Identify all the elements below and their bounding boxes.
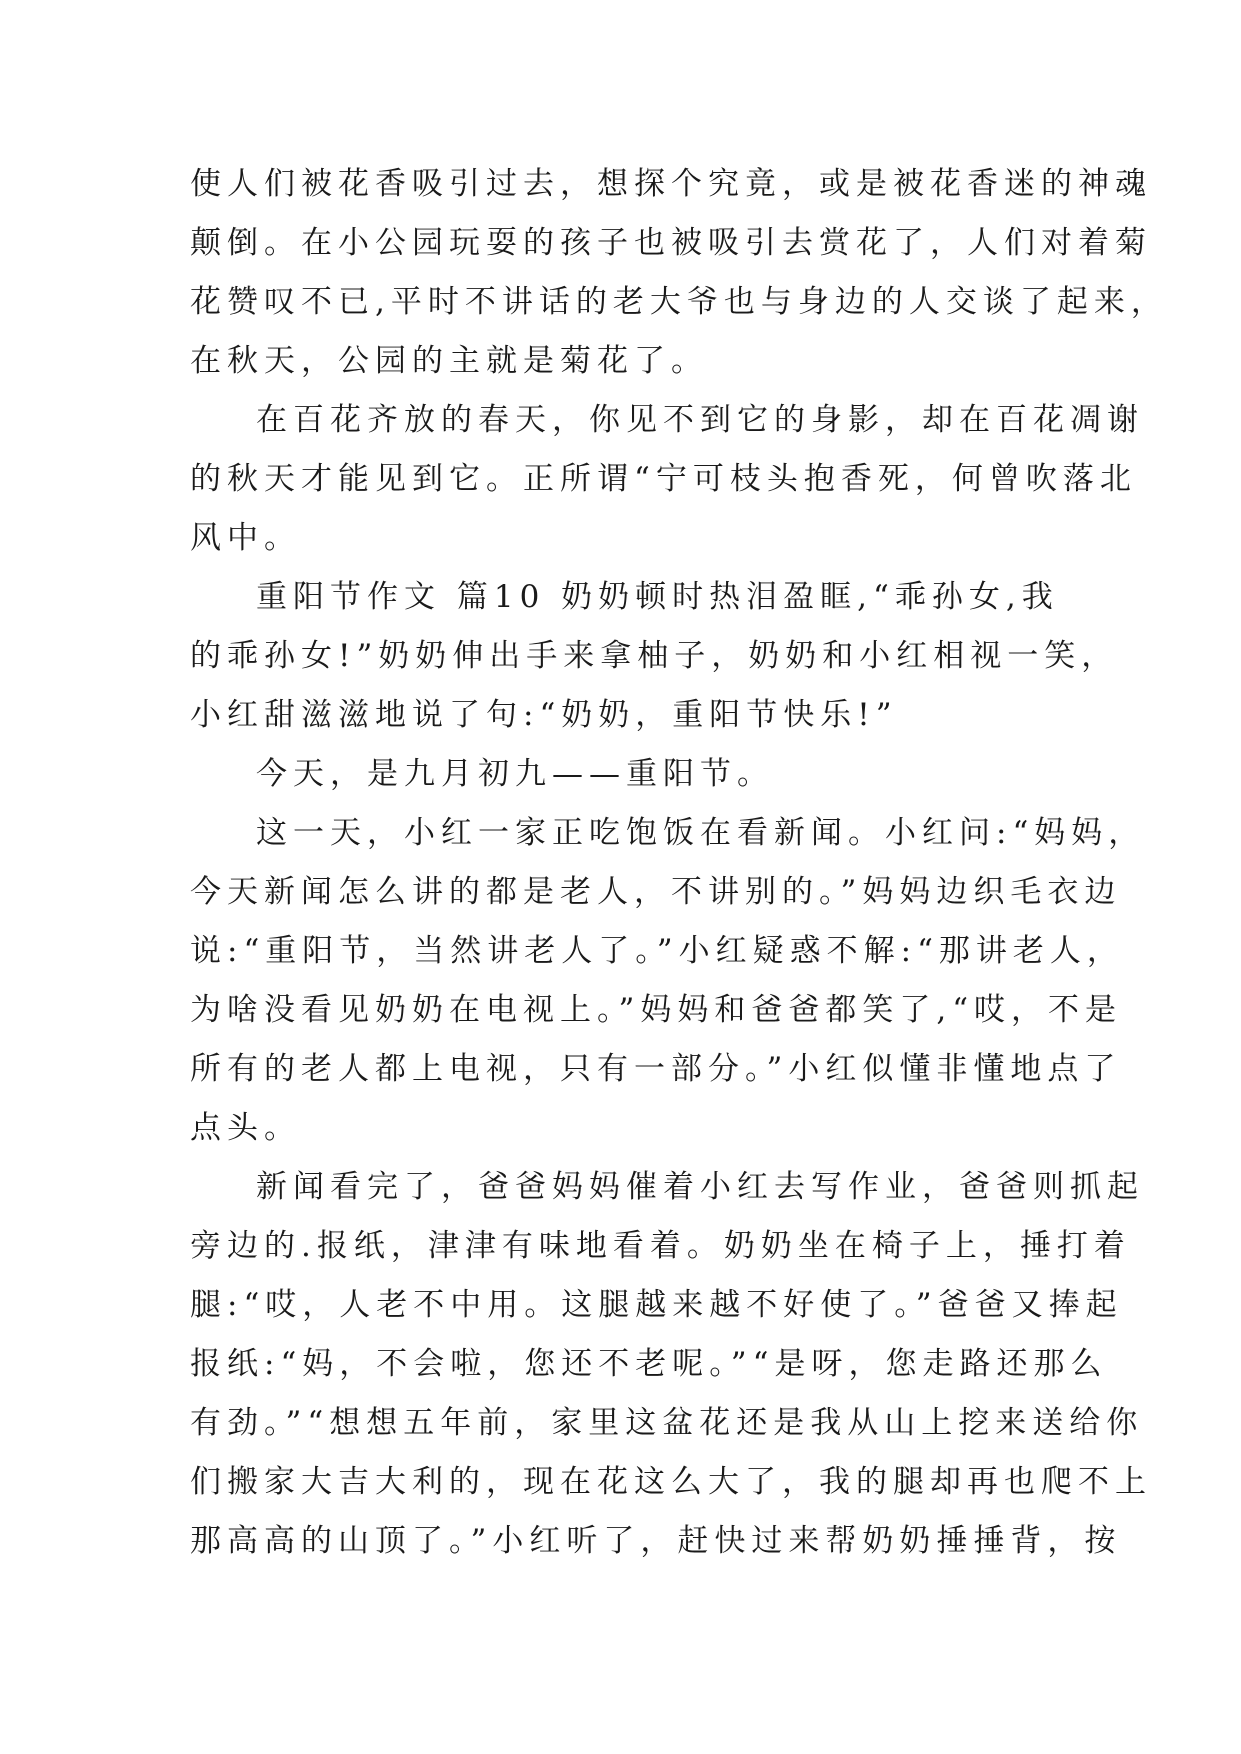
text-line: 点头。 <box>190 1110 301 1146</box>
text-line: 今天新闻怎么讲的都是老人，不讲别的。”妈妈边织毛衣边 <box>190 874 1122 910</box>
text-line: 使人们被花香吸引过去，想探个究竟，或是被花香迷的神魂 <box>190 166 1152 202</box>
text-line: 这一天，小红一家正吃饱饭在看新闻。小红问:“妈妈， <box>256 815 1146 851</box>
text-line: 重阳节作文 篇10 奶奶顿时热泪盈眶,“乖孙女,我 <box>256 579 1059 615</box>
text-line: 为啥没看见奶奶在电视上。”妈妈和爸爸都笑了,“哎，不是 <box>190 992 1123 1028</box>
text-line: 们搬家大吉大利的，现在花这么大了，我的腿却再也爬不上 <box>190 1464 1152 1500</box>
text-line: 有劲。”“想想五年前，家里这盆花还是我从山上挖来送给你 <box>190 1405 1144 1441</box>
text-line: 那高高的山顶了。”小红听了，赶快过来帮奶奶捶捶背，按 <box>190 1523 1122 1559</box>
text-line: 旁边的.报纸，津津有味地看着。奶奶坐在椅子上，捶打着 <box>190 1228 1131 1264</box>
text-line: 风中。 <box>190 520 301 556</box>
text-line: 报纸:“妈，不会啦，您还不老呢。”“是呀，您走路还那么 <box>190 1346 1108 1382</box>
text-line: 小红甜滋滋地说了句:“奶奶，重阳节快乐!” <box>190 697 898 733</box>
text-line: 颠倒。在小公园玩耍的孩子也被吸引去赏花了，人们对着菊 <box>190 225 1152 261</box>
text-line: 今天，是九月初九——重阳节。 <box>256 756 774 792</box>
text-line: 在秋天，公园的主就是菊花了。 <box>190 343 708 379</box>
text-line: 腿:“哎，人老不中用。这腿越来越不好使了。”爸爸又捧起 <box>190 1287 1123 1323</box>
text-line: 所有的老人都上电视，只有一部分。”小红似懂非懂地点了 <box>190 1051 1122 1087</box>
text-line: 的秋天才能见到它。正所谓“宁可枝头抱香死，何曾吹落北 <box>190 461 1137 497</box>
text-line: 说:“重阳节，当然讲老人了。”小红疑惑不解:“那讲老人， <box>190 933 1124 969</box>
text-line: 花赞叹不已,平时不讲话的老大爷也与身边的人交谈了起来， <box>190 284 1168 320</box>
body-text <box>190 155 1168 1571</box>
text-line: 的乖孙女!”奶奶伸出手来拿柚子，奶奶和小红相视一笑， <box>190 638 1119 674</box>
text-line: 在百花齐放的春天，你见不到它的身影，却在百花凋谢 <box>256 402 1144 438</box>
text-line: 新闻看完了，爸爸妈妈催着小红去写作业，爸爸则抓起 <box>256 1169 1144 1205</box>
